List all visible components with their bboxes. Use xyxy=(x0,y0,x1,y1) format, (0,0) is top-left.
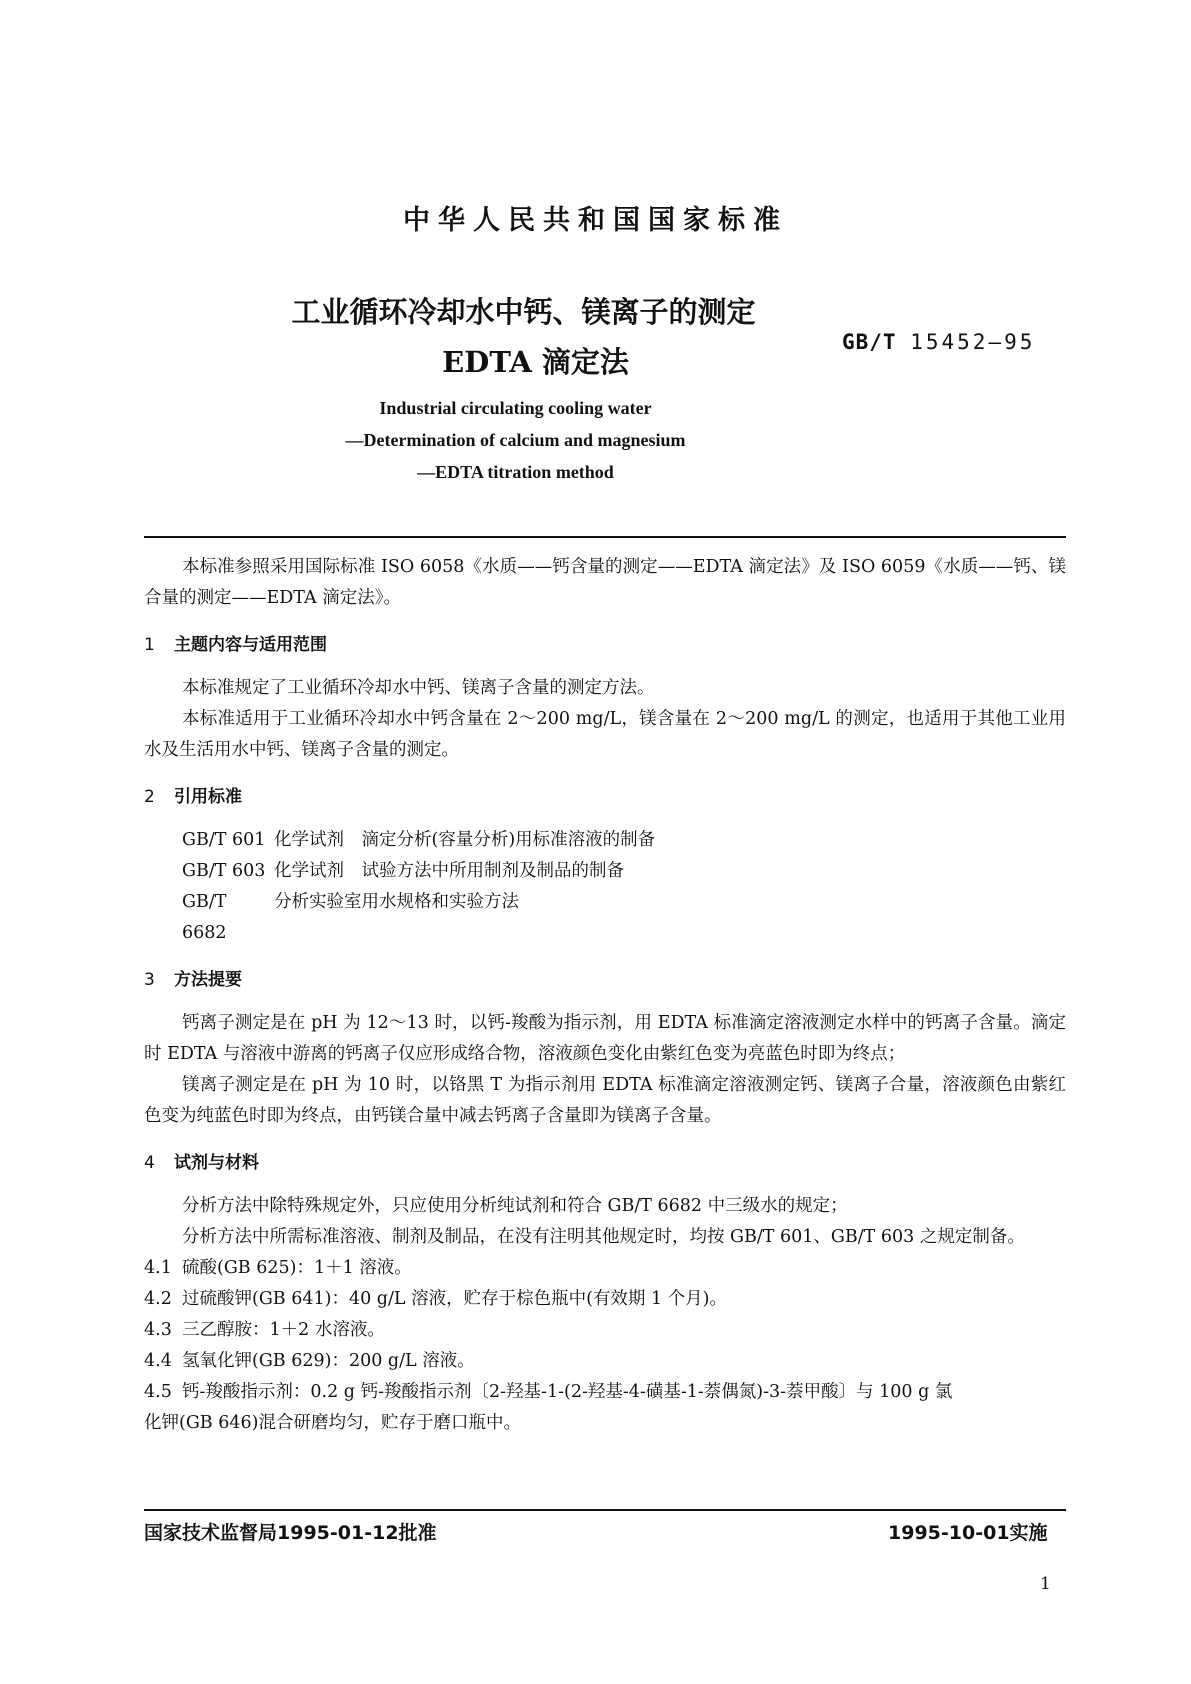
section-1-paragraph-2: 本标准适用于工业循环冷却水中钙含量在 2～200 mg/L，镁含量在 2～200 mg/L 的测定，也适用于其他工业用水及生活用水中钙、镁离子含量的测定。 xyxy=(144,709,1066,760)
item-continuation: 化钾(GB 646)混合研磨均匀，贮存于磨口瓶中。 xyxy=(144,1413,521,1433)
list-item xyxy=(144,1284,1066,1315)
implementation-date: 1995-10-01实施 xyxy=(888,1522,1048,1544)
section-2-heading xyxy=(144,782,1066,813)
title-en-line2: —Determination of calcium and magnesium xyxy=(345,430,686,450)
section-1-heading xyxy=(144,630,1066,661)
section-title: 引用标准 xyxy=(174,787,242,807)
item-number: 4.2 xyxy=(144,1289,172,1309)
item-text: 钙-羧酸指示剂：0.2 g 钙-羧酸指示剂〔2-羟基-1-(2-羟基-4-磺基-1-萘偶氮)-3-萘甲酸〕与 100 g 氯 xyxy=(182,1382,953,1402)
section-number: 3 xyxy=(144,970,155,990)
section-title: 试剂与材料 xyxy=(174,1153,259,1173)
list-item xyxy=(144,1377,1066,1408)
item-text: 过硫酸钾(GB 641)：40 g/L 溶液，贮存于棕色瓶中(有效期 1 个月)。 xyxy=(182,1289,727,1309)
section-title: 方法提要 xyxy=(174,970,242,990)
section-1-paragraph-1: 本标准规定了工业循环冷却水中钙、镁离子含量的测定方法。 xyxy=(182,678,655,698)
header-divider xyxy=(144,536,1066,538)
standard-prefix: GB/T xyxy=(842,330,897,354)
section-3-heading xyxy=(144,965,1066,996)
item-number: 4.3 xyxy=(144,1320,172,1340)
page-number: 1 xyxy=(1040,1574,1051,1594)
item-number: 4.4 xyxy=(144,1351,172,1371)
reference-title: 分析实验室用水规格和实验方法 xyxy=(274,892,519,912)
section-4-paragraph-1: 分析方法中除特殊规定外，只应使用分析纯试剂和符合 GB/T 6682 中三级水的规定； xyxy=(182,1196,848,1216)
section-4-heading xyxy=(144,1148,1066,1179)
national-standard-heading: 中华人民共和国国家标准 xyxy=(403,205,788,236)
section-3-paragraph-1: 钙离子测定是在 pH 为 12～13 时，以钙-羧酸为指示剂，用 EDTA 标准滴定溶液测定水样中的钙离子含量。滴定时 EDTA 与溶液中游离的钙离子仅应形成络合物，溶液颜色变化由紫红色变为亮蓝色时即为终点； xyxy=(144,1013,1066,1064)
item-number: 4.5 xyxy=(144,1382,172,1402)
item-text: 三乙醇胺：1＋2 水溶液。 xyxy=(182,1320,385,1340)
list-item xyxy=(144,1315,1066,1346)
standard-code xyxy=(842,330,1035,354)
approval-date: 国家技术监督局1995-01-12批准 xyxy=(144,1522,437,1544)
intro-paragraph: 本标准参照采用国际标准 ISO 6058《水质——钙含量的测定——EDTA 滴定法》及 ISO 6059《水质——钙、镁合量的测定——EDTA 滴定法》。 xyxy=(144,557,1066,608)
item-number: 4.1 xyxy=(144,1258,172,1278)
title-en-line3: —EDTA titration method xyxy=(417,462,614,482)
reference-code: GB/T 603 xyxy=(182,861,266,881)
list-item xyxy=(144,1253,1066,1284)
standard-number: 15452—95 xyxy=(910,330,1036,354)
section-4-paragraph-2: 分析方法中所需标准溶液、制剂及制品，在没有注明其他规定时，均按 GB/T 601、GB/T 603 之规定制备。 xyxy=(182,1227,1025,1247)
reference-title: 化学试剂 滴定分析(容量分析)用标准溶液的制备 xyxy=(274,830,656,850)
reference-code: GB/T 6682 xyxy=(182,892,227,943)
section-number: 2 xyxy=(144,787,155,807)
title-cn-line1: 工业循环冷却水中钙、镁离子的测定 xyxy=(291,295,756,329)
list-item xyxy=(182,825,1066,856)
title-en-line1: Industrial circulating cooling water xyxy=(379,398,652,418)
list-item xyxy=(182,887,1066,949)
item-text: 硫酸(GB 625)：1＋1 溶液。 xyxy=(182,1258,412,1278)
section-3-paragraph-2: 镁离子测定是在 pH 为 10 时，以铬黑 T 为指示剂用 EDTA 标准滴定溶液测定钙、镁离子合量，溶液颜色由紫红色变为纯蓝色时即为终点，由钙镁合量中减去钙离子含量即为镁离子含量。 xyxy=(144,1075,1066,1126)
reference-list xyxy=(182,825,1066,949)
reference-title: 化学试剂 试验方法中所用制剂及制品的制备 xyxy=(274,861,624,881)
footer-divider xyxy=(144,1509,1066,1511)
document-body xyxy=(144,552,1066,1439)
section-number: 4 xyxy=(144,1153,155,1173)
section-number: 1 xyxy=(144,635,155,655)
section-title: 主题内容与适用范围 xyxy=(174,635,327,655)
reference-code: GB/T 601 xyxy=(182,830,266,850)
item-text: 氢氧化钾(GB 629)：200 g/L 溶液。 xyxy=(182,1351,475,1371)
list-item xyxy=(182,856,1066,887)
list-item xyxy=(144,1346,1066,1377)
title-cn-line2: EDTA 滴定法 xyxy=(442,345,629,379)
